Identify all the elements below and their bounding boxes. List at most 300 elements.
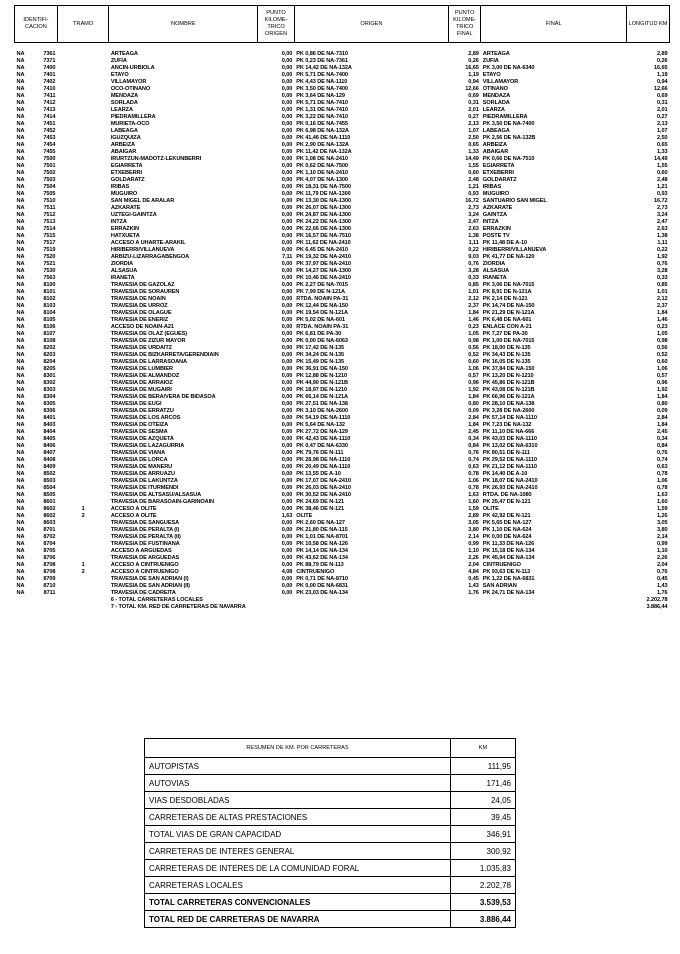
nombre-cell: ZUFIA	[110, 57, 127, 64]
pk-final-cell: 1,21	[468, 183, 479, 190]
final-cell: PK 28,10 DE NA-138	[482, 400, 535, 407]
final-cell: VILLAMAYOR	[482, 78, 519, 85]
nombre-cell: OCO-OTIÑANO	[110, 85, 151, 92]
pk-final-cell: 2,01	[468, 106, 479, 113]
table-row	[15, 51, 670, 58]
longitud-cell: 1,19	[657, 71, 668, 78]
nombre-cell: TRAVESIA DE NOAIN	[110, 295, 166, 302]
final-cell: PK 41,77 DE NA-120	[482, 253, 535, 260]
longitud-cell: 3,80	[657, 526, 668, 533]
ident-number-cell: 7452	[43, 127, 56, 134]
pk-final-cell: 0,34	[468, 435, 479, 442]
pk-final-cell: 2,12	[468, 295, 479, 302]
ident-number-cell: 7513	[43, 218, 56, 225]
ident-prefix-cell: NA	[16, 197, 25, 204]
pk-origen-cell: 0,00	[281, 141, 293, 148]
nombre-cell: UZTEGI-GAINTZA	[110, 211, 157, 218]
nombre-cell: TRAVESIA DE ZIZUR MAYOR	[110, 337, 186, 344]
nombre-cell: TRAVESIA DE ERRATZU	[110, 407, 174, 414]
nombre-cell: SAN MIGEL DE ARALAR	[110, 197, 175, 204]
final-cell: GOLDARATZ	[482, 176, 517, 183]
final-cell: PK 29,52 DE NA-1110	[482, 456, 537, 463]
ident-number-cell: 7530	[43, 267, 56, 274]
table-row	[15, 268, 670, 275]
tramo-cell	[57, 247, 108, 254]
origen-cell: PK 16,57 DE NA-7510	[296, 232, 351, 239]
longitud-cell: 2,04	[657, 561, 668, 568]
pk-final-cell: 4,84	[468, 568, 479, 575]
ident-number-cell: 8401	[43, 414, 56, 421]
nombre-cell: ZIORDIA	[110, 260, 134, 267]
ident-number-cell: 8107	[43, 330, 56, 337]
ident-number-cell: 7402	[43, 78, 56, 85]
tramo-cell	[57, 303, 108, 310]
tramo-cell	[57, 324, 108, 331]
longitud-cell: 0,78	[657, 484, 668, 491]
summary-value: 24,05	[451, 792, 516, 809]
origen-cell: PK 54,19 DE NA-1110	[296, 414, 351, 421]
ident-prefix-cell: NA	[16, 477, 25, 484]
longitud-cell: 0,69	[657, 92, 668, 99]
table-row	[15, 373, 670, 380]
pk-final-cell: 0,80	[468, 400, 479, 407]
nombre-cell: TRAVESIA DE ITURMENDI	[110, 484, 179, 491]
table-row	[15, 289, 670, 296]
origen-cell: PK 38,46 DE N-121	[296, 505, 344, 512]
ident-prefix-cell: NA	[16, 435, 25, 442]
summary-value: 3.539,53	[451, 894, 516, 911]
ident-prefix-cell: NA	[16, 512, 25, 519]
longitud-cell: 0,34	[657, 435, 668, 442]
ident-number-cell: 8505	[43, 491, 56, 498]
ident-number-cell: 8705	[43, 547, 56, 554]
longitud-cell: 1,84	[657, 393, 668, 400]
ident-number-cell: 8304	[43, 393, 56, 400]
pk-origen-cell: 0,00	[281, 218, 293, 225]
pk-final-cell: 0,94	[468, 78, 479, 85]
origen-cell: OLITE	[296, 512, 313, 519]
longitud-cell: 2,37	[657, 302, 668, 309]
table-row	[15, 499, 670, 506]
tramo-cell	[57, 583, 108, 590]
table-row	[15, 254, 670, 261]
final-cell: MUGUIRO	[482, 190, 510, 197]
table-row	[15, 422, 670, 429]
nombre-cell: TRAVESIA DE MAÑERU	[110, 463, 173, 470]
nombre-cell: TRAVESIA DE CADREITA	[110, 589, 176, 596]
origen-cell: PK 4,43 DE NA-1110	[296, 78, 348, 85]
origen-cell: PK 24,22 DE NA-1300	[296, 218, 351, 225]
pk-final-cell: 0,76	[468, 260, 479, 267]
final-cell: ENLACE CON A-21	[482, 323, 532, 330]
pk-origen-cell: 0,00	[281, 498, 293, 505]
table-row	[15, 212, 670, 219]
final-cell: ERRAZKIN	[482, 225, 511, 232]
longitud-cell: 2,84	[657, 414, 668, 421]
tramo-cell	[57, 499, 108, 506]
nombre-cell: EGIARRETA	[110, 162, 143, 169]
longitud-cell: 0,76	[657, 260, 668, 267]
ident-number-cell: 8205	[43, 365, 56, 372]
ident-number-cell: 8503	[43, 477, 56, 484]
final-cell: SORLADA	[482, 99, 510, 106]
tramo-cell	[57, 184, 108, 191]
nombre-cell: TRAVESIA DE OLAZ (EGUES)	[110, 330, 188, 337]
final-cell: PK 14,74 DE NA-150	[482, 302, 535, 309]
pk-final-cell: 9,03	[468, 253, 479, 260]
final-cell: PK 21,29 DE N-121A	[482, 309, 535, 316]
final-cell: IRIBAS	[482, 183, 502, 190]
longitud-cell: 1,43	[657, 582, 668, 589]
summary-label: VIAS DESDOBLADAS	[145, 792, 451, 809]
final-cell: ARBEIZA	[482, 141, 507, 148]
origen-cell: PK 10,46 DE NA-2410	[296, 274, 351, 281]
final-cell: PK 0,66 DE NA-7510	[482, 155, 535, 162]
pk-origen-cell: 0,00	[281, 148, 293, 155]
origen-cell: PK 0,86 DE NA-7310	[296, 50, 348, 57]
final-cell: PK 14,40 DE A-10	[482, 470, 528, 477]
nombre-cell: TRAVESIA DE ALMANDOZ	[110, 372, 180, 379]
origen-cell: PK 3,10 DE NA-2600	[296, 407, 348, 414]
nombre-cell: TRAVESIA DE PERALTA (II)	[110, 533, 181, 540]
ident-number-cell: 8105	[43, 316, 56, 323]
final-cell: PK 13,02 DE NA-6310	[482, 442, 538, 449]
ident-prefix-cell: NA	[16, 323, 25, 330]
tramo-cell	[57, 534, 108, 541]
ident-prefix-cell: NA	[16, 260, 25, 267]
ident-prefix-cell: NA	[16, 526, 25, 533]
final-cell: ABAIGAR	[482, 148, 509, 155]
final-cell: PK 34,43 DE N-135	[482, 351, 531, 358]
nombre-cell: ERRAZKIN	[110, 225, 139, 232]
pk-final-cell: 1,01	[468, 288, 479, 295]
longitud-cell: 1,76	[657, 589, 668, 596]
summary-value: 2.202,78	[451, 877, 516, 894]
pk-final-cell: 0,22	[468, 246, 479, 253]
ident-number-cell: 7500	[43, 155, 56, 162]
origen-cell: PK 79,76 DE N-111	[296, 449, 344, 456]
pk-final-cell: 0,98	[468, 337, 479, 344]
origen-cell: PK 27,72 DE NA-129	[296, 428, 348, 435]
tramo-cell	[57, 212, 108, 219]
table-row	[15, 366, 670, 373]
origen-cell: PK 24,87 DE NA-1300	[296, 211, 351, 218]
pk-final-cell: 2,37	[468, 302, 479, 309]
pk-origen-cell: 0,00	[281, 78, 293, 85]
nombre-cell: TRAVESIA DE OLAGUE	[110, 309, 172, 316]
final-cell: PK 43,08 DE N-121B	[482, 386, 535, 393]
pk-origen-cell: 0,00	[281, 400, 293, 407]
final-cell: CINTRUENIGO	[482, 561, 521, 568]
pk-origen-cell: 0,00	[281, 85, 293, 92]
summary-row	[145, 894, 516, 911]
tramo-cell	[57, 478, 108, 485]
summary-row	[145, 809, 516, 826]
tramo-cell	[57, 233, 108, 240]
tramo-cell	[57, 366, 108, 373]
summary-header-label: RESUMEN DE KM. POR CARRETERAS	[145, 739, 451, 758]
longitud-cell: 2,12	[657, 295, 668, 302]
table-row	[15, 303, 670, 310]
origen-cell: PK 18,31 DE NA-7500	[296, 183, 351, 190]
origen-cell: PK 20,49 DE NA-1110	[296, 463, 351, 470]
nombre-cell: TRAVESIA DE OTEIZA	[110, 421, 169, 428]
summary-label: TOTAL VIAS DE GRAN CAPACIDAD	[145, 826, 451, 843]
longitud-cell: 2,45	[657, 428, 668, 435]
tramo-cell	[57, 436, 108, 443]
ident-prefix-cell: NA	[16, 582, 25, 589]
origen-cell: PK 2,90 DE NA-132A	[296, 141, 349, 148]
table-row	[15, 387, 670, 394]
final-cell: ETAYO	[482, 71, 501, 78]
nombre-cell: ACCESO DE NOAIN-A21	[110, 323, 174, 330]
origen-cell: PK 1,01 DE NA-8701	[296, 533, 348, 540]
nombre-cell: TRAVESIA DE ARRAIOZ	[110, 379, 173, 386]
ident-prefix-cell: NA	[16, 568, 25, 575]
pk-final-cell: 1,84	[468, 393, 479, 400]
summary-label: TOTAL RED DE CARRETERAS DE NAVARRA	[145, 911, 451, 928]
tramo-cell	[57, 373, 108, 380]
pk-final-cell: 2,26	[468, 554, 479, 561]
pk-origen-cell: 4,08	[281, 568, 293, 575]
header-final: FINAL	[481, 6, 627, 43]
pk-origen-cell: 0,00	[281, 155, 293, 162]
origen-cell: PK 5,02 DE NA-601	[296, 316, 345, 323]
nombre-cell: ARBEIZA	[110, 141, 135, 148]
pk-final-cell: 1,84	[468, 421, 479, 428]
pk-origen-cell: 0,00	[281, 323, 293, 330]
ident-number-cell: 8601	[43, 498, 56, 505]
road-rows	[15, 43, 670, 597]
ident-number-cell: 8305	[43, 400, 56, 407]
pk-origen-cell: 0,00	[281, 316, 293, 323]
table-row	[15, 310, 670, 317]
final-cell: PK 45,94 DE NA-134	[482, 554, 535, 561]
nombre-cell: ACCESO A CINTRUENIGO	[110, 561, 179, 568]
final-cell: PK 45,86 DE N-121B	[482, 379, 535, 386]
nombre-cell: ARTEAGA	[110, 50, 138, 57]
tramo-cell	[57, 520, 108, 527]
final-cell: PK 1,22 DE NA-6831	[482, 575, 535, 582]
ident-prefix-cell: NA	[16, 120, 25, 127]
table-row	[15, 534, 670, 541]
tramo-cell	[57, 380, 108, 387]
pk-origen-cell: 0,00	[281, 435, 293, 442]
final-cell: ETXEBERRI	[482, 169, 514, 176]
final-cell: OTIÑANO	[482, 85, 508, 92]
pk-final-cell: 0,84	[468, 442, 479, 449]
longitud-cell: 0,26	[657, 57, 668, 64]
table-row	[15, 233, 670, 240]
nombre-cell: TRAVESIA DE SESMA	[110, 428, 168, 435]
tramo-cell	[57, 219, 108, 226]
tramo-cell	[57, 100, 108, 107]
longitud-cell: 0,23	[657, 323, 668, 330]
pk-final-cell: 2,14	[468, 533, 479, 540]
final-cell: PK 7,27 DE PA-30	[482, 330, 528, 337]
origen-cell: PK 1,31 DE NA-7410	[296, 106, 348, 113]
ident-prefix-cell: NA	[16, 239, 25, 246]
final-cell: PK 21,12 DE NA-1110	[482, 463, 537, 470]
summary-label: CARRETERAS DE INTERES GENERAL	[145, 843, 451, 860]
table-row	[15, 548, 670, 555]
ident-prefix-cell: NA	[16, 344, 25, 351]
ident-prefix-cell: NA	[16, 442, 25, 449]
nombre-cell: IRIBAS	[110, 183, 130, 190]
nombre-cell: LEARZA	[110, 106, 133, 113]
origen-cell: PK 11,62 DE NA-2410	[296, 239, 351, 246]
tramo-cell: 1	[81, 561, 85, 568]
nombre-cell: HATXUETA	[110, 232, 140, 239]
pk-final-cell: 1,38	[468, 232, 479, 239]
pk-final-cell: 2,73	[468, 204, 479, 211]
pk-origen-cell: 0,00	[281, 274, 293, 281]
table-row	[15, 492, 670, 499]
tramo-cell	[57, 191, 108, 198]
origen-cell: PK 0,00 DE NA-6063	[296, 337, 348, 344]
ident-number-cell: 7400	[43, 64, 56, 71]
origen-cell: PK 5,71 DE NA-7410	[296, 99, 348, 106]
pk-final-cell: 0,23	[468, 323, 479, 330]
table-row	[15, 569, 670, 576]
summary-row	[145, 843, 516, 860]
origen-cell: PK 5,71 DE NA-7400	[296, 71, 348, 78]
summary-label: AUTOVIAS	[145, 775, 451, 792]
pk-origen-cell: 0,00	[281, 71, 293, 78]
pk-final-cell: 2,13	[468, 120, 479, 127]
ident-number-cell: 7519	[43, 246, 56, 253]
final-cell: PK 18,07 DE NA-2410	[482, 477, 538, 484]
ident-prefix-cell: NA	[16, 253, 25, 260]
longitud-cell: 2,47	[657, 218, 668, 225]
longitud-cell: 2,48	[657, 176, 668, 183]
table-row	[15, 457, 670, 464]
origen-cell: PK 0,00 DE NA-6831	[296, 582, 348, 589]
ident-number-cell: 7412	[43, 99, 56, 106]
table-row	[15, 555, 670, 562]
final-cell: PK 42,92 DE N-121	[482, 512, 531, 519]
tramo-cell	[57, 408, 108, 415]
ident-prefix-cell: NA	[16, 358, 25, 365]
ident-prefix-cell: NA	[16, 393, 25, 400]
ident-prefix-cell: NA	[16, 92, 25, 99]
ident-prefix-cell: NA	[16, 64, 25, 71]
ident-prefix-cell: NA	[16, 176, 25, 183]
ident-prefix-cell: NA	[16, 316, 25, 323]
table-row	[15, 436, 670, 443]
longitud-cell: 1,26	[657, 512, 668, 519]
origen-cell: PK 2,27 DE NA-7015	[296, 281, 348, 288]
tramo-cell	[57, 240, 108, 247]
tramo-cell	[57, 107, 108, 114]
table-row	[15, 520, 670, 527]
table-row	[15, 107, 670, 114]
ident-prefix-cell: NA	[16, 498, 25, 505]
pk-origen-cell: 0,00	[281, 337, 293, 344]
longitud-cell: 0,09	[657, 407, 668, 414]
longitud-cell: 1,06	[657, 477, 668, 484]
pk-final-cell: 0,65	[468, 141, 479, 148]
pk-final-cell: 2,89	[468, 50, 479, 57]
longitud-cell: 0,78	[657, 470, 668, 477]
pk-final-cell: 1,07	[468, 127, 479, 134]
roads-table	[14, 5, 670, 611]
origen-cell: PK 3,50 DE NA-7400	[296, 85, 348, 92]
final-cell: POSTE TV	[482, 232, 510, 239]
final-cell: PK 7,23 DE NA-132	[482, 421, 532, 428]
table-row	[15, 219, 670, 226]
tramo-cell	[57, 394, 108, 401]
nombre-cell: TRAVESIA DE GAZOLAZ	[110, 281, 175, 288]
tramo-cell	[57, 268, 108, 275]
longitud-cell: 0,52	[657, 351, 668, 358]
ident-number-cell: 8306	[43, 407, 56, 414]
ident-number-cell: 7411	[43, 92, 56, 99]
origen-cell: CINTRUENIGO	[296, 568, 335, 575]
pk-origen-cell: 0,00	[281, 64, 293, 71]
ident-number-cell: 8708	[43, 568, 56, 575]
nombre-cell: ANCIN-URBIOLA	[110, 64, 155, 71]
ident-number-cell: 7505	[43, 190, 56, 197]
total-spacer-cell	[15, 597, 109, 604]
pk-origen-cell: 0,00	[281, 330, 293, 337]
pk-final-cell: 0,26	[468, 57, 479, 64]
final-cell: PK 3,50 DE NA-7400	[482, 120, 535, 127]
ident-number-cell: 8203	[43, 351, 56, 358]
ident-number-cell: 7510	[43, 197, 56, 204]
final-cell: ZUFIA	[482, 57, 499, 64]
final-cell: PK 1,00 DE NA-7015	[482, 337, 535, 344]
pk-origen-cell: 0,00	[281, 540, 293, 547]
pk-origen-cell: 0,00	[281, 183, 293, 190]
pk-final-cell: 0,52	[468, 351, 479, 358]
longitud-cell: 2,01	[657, 106, 668, 113]
longitud-cell: 0,33	[657, 274, 668, 281]
table-row	[15, 58, 670, 65]
pk-final-cell: 1,19	[468, 71, 479, 78]
ident-prefix-cell: NA	[16, 267, 25, 274]
ident-number-cell: 8403	[43, 421, 56, 428]
pk-origen-cell: 0,00	[281, 421, 293, 428]
nombre-cell: TRAVESIA DE SAN ADRIAN (I)	[110, 575, 189, 582]
summary-label: CARRETERAS DE INTERES DE LA COMUNIDAD FORAL	[145, 860, 451, 877]
tramo-cell	[57, 387, 108, 394]
pk-origen-cell: 0,00	[281, 554, 293, 561]
pk-origen-cell: 0,00	[281, 162, 293, 169]
pk-origen-cell: 7,11	[282, 253, 293, 260]
tramo-cell	[57, 114, 108, 121]
nombre-cell: ALSASUA	[110, 267, 138, 274]
table-row	[15, 100, 670, 107]
pk-origen-cell: 0,00	[281, 484, 293, 491]
pk-final-cell: 0,78	[468, 470, 479, 477]
table-row	[15, 247, 670, 254]
origen-cell: PK 42,43 DE NA-1110	[296, 435, 351, 442]
final-cell: PK 3,00 DE NA-6340	[482, 64, 535, 71]
pk-origen-cell: 0,00	[281, 386, 293, 393]
longitud-cell: 0,85	[657, 281, 668, 288]
table-row	[15, 65, 670, 72]
table-row	[15, 317, 670, 324]
tramo-cell	[57, 429, 108, 436]
ident-number-cell: 7454	[43, 141, 56, 148]
final-cell: PK 1,10 DE NA-624	[482, 526, 532, 533]
longitud-cell: 1,11	[657, 239, 668, 246]
pk-final-cell: 3,28	[468, 267, 479, 274]
pk-final-cell: 2,89	[468, 512, 479, 519]
table-row	[15, 478, 670, 485]
longitud-cell: 1,84	[657, 309, 668, 316]
